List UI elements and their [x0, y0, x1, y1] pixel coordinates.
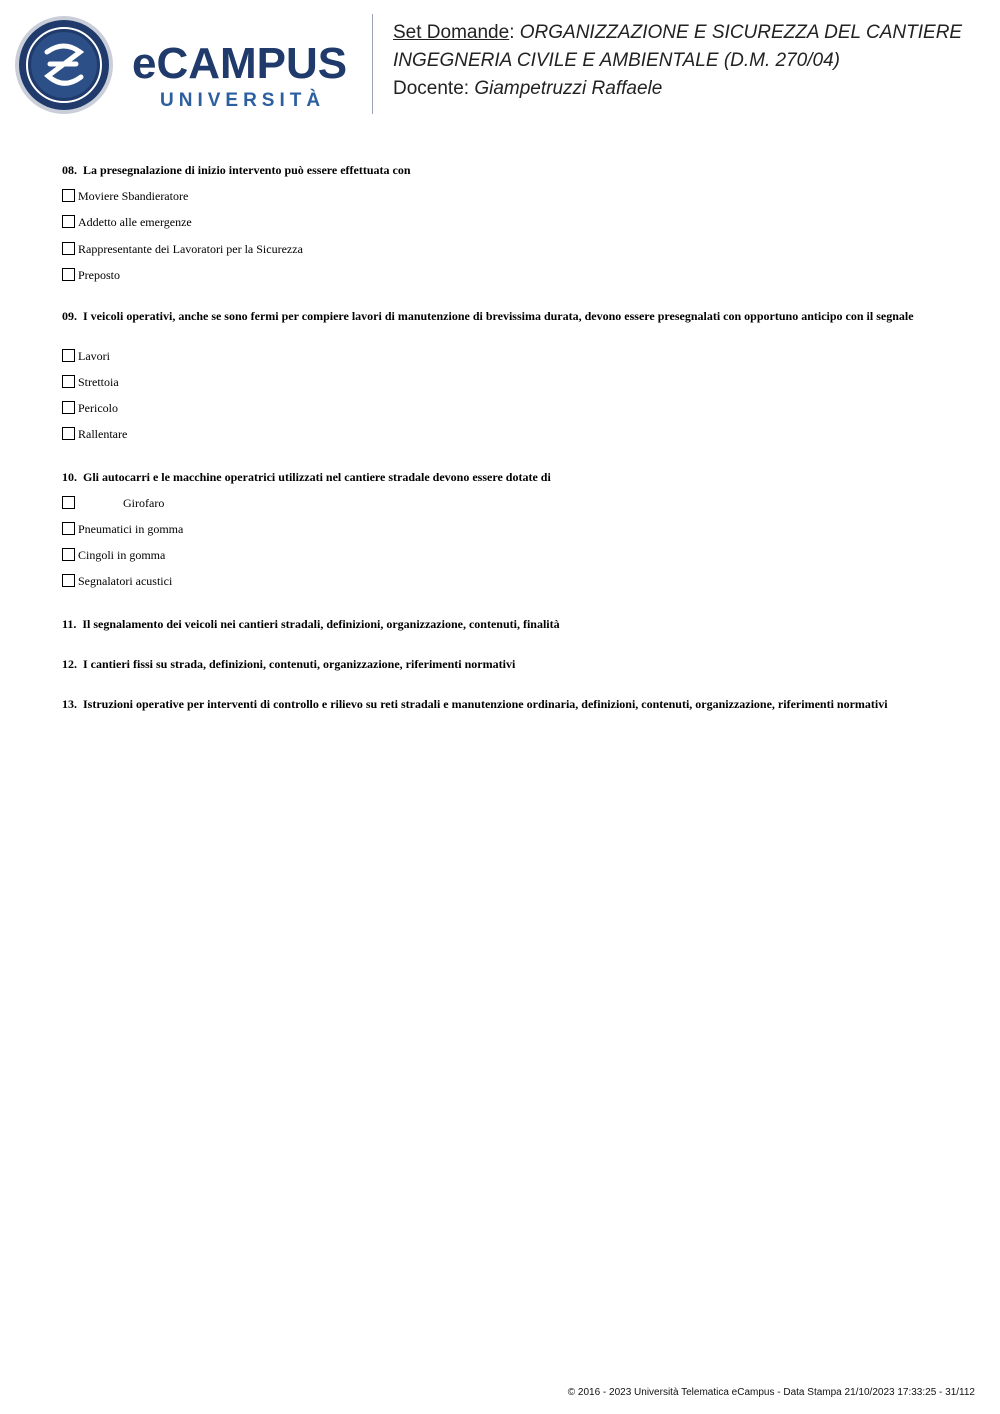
answer-option[interactable]: [62, 574, 172, 588]
teacher-line: [393, 78, 662, 100]
question-text: I veicoli operativi, anche se sono fermi per compiere lavori di manutenzione di brevissima durata, devono essere presegnalati con opportuno anticipo con il segnale: [83, 309, 914, 323]
ecampus-logo: [14, 14, 359, 116]
option-label: Cingoli in gomma: [78, 548, 166, 562]
question-number: 13.: [62, 697, 77, 711]
answer-option[interactable]: [62, 401, 118, 415]
question-text: La presegnalazione di inizio intervento può essere effettuata con: [83, 163, 411, 177]
answer-option[interactable]: [62, 189, 188, 203]
option-label: Strettoia: [78, 375, 119, 389]
checkbox[interactable]: [62, 189, 75, 202]
checkbox[interactable]: [62, 548, 75, 561]
checkbox[interactable]: [62, 401, 75, 414]
checkbox[interactable]: [62, 242, 75, 255]
answer-option[interactable]: [62, 496, 164, 510]
header-divider: [372, 14, 373, 114]
course-title: ORGANIZZAZIONE E SICUREZZA DEL CANTIERE: [519, 22, 963, 43]
question-10: [62, 470, 942, 484]
option-label: Girofaro: [123, 496, 165, 510]
question-text: Gli autocarri e le macchine operatrici utilizzati nel cantiere stradale devono essere dotate di: [83, 470, 551, 484]
answer-option[interactable]: [62, 375, 119, 389]
checkbox[interactable]: [62, 268, 75, 281]
question-number: 08.: [62, 163, 77, 177]
question-text: Il segnalamento dei veicoli nei cantieri stradali, definizioni, organizzazione, contenuti, finalità: [82, 617, 560, 631]
question-08: [62, 163, 942, 177]
question-number: 12.: [62, 657, 77, 671]
page-footer: © 2016 - 2023 Università Telematica eCampus - Data Stampa 21/10/2023 17:33:25 - 31/112: [567, 1387, 975, 1398]
answer-option[interactable]: [62, 548, 165, 562]
page-header: [0, 0, 1000, 130]
checkbox[interactable]: [62, 375, 75, 388]
question-number: 09.: [62, 309, 77, 323]
option-label: Pneumatici in gomma: [78, 522, 184, 536]
option-label: Rallentare: [78, 427, 128, 441]
option-label: Addetto alle emergenze: [78, 215, 192, 229]
checkbox[interactable]: [62, 574, 75, 587]
question-text: I cantieri fissi su strada, definizioni, contenuti, organizzazione, riferimenti normativi: [83, 657, 516, 671]
answer-option[interactable]: [62, 522, 183, 536]
logo-subtitle: UNIVERSITÀ: [160, 90, 326, 111]
question-13: [62, 697, 942, 711]
answer-option[interactable]: [62, 215, 192, 229]
question-12: [62, 657, 942, 671]
option-label: Preposto: [78, 268, 120, 282]
teacher-label: Docente:: [393, 78, 475, 99]
question-number: 11.: [62, 617, 77, 631]
option-label: Moviere Sbandieratore: [78, 189, 189, 203]
question-text: Istruzioni operative per interventi di controllo e rilievo su reti stradali e manutenzione ordinaria, definizioni, contenuti, organizzazione, riferimenti normativi: [83, 697, 888, 711]
header-title-line: [393, 22, 962, 44]
answer-option[interactable]: [62, 427, 127, 441]
answer-option[interactable]: [62, 242, 303, 256]
option-label: Rappresentante dei Lavoratori per la Sicurezza: [78, 242, 303, 256]
option-label: Segnalatori acustici: [78, 574, 173, 588]
logo-wordmark: eCAMPUS: [132, 39, 348, 88]
question-number: 10.: [62, 470, 77, 484]
teacher-name: Giampetruzzi Raffaele: [474, 78, 663, 99]
question-09: [62, 309, 942, 323]
answer-option[interactable]: [62, 268, 120, 282]
set-separator: :: [509, 22, 520, 43]
set-label: Set Domande: [393, 22, 510, 43]
checkbox[interactable]: [62, 522, 75, 535]
checkbox[interactable]: [62, 496, 75, 509]
option-label: Lavori: [78, 349, 110, 363]
checkbox[interactable]: [62, 427, 75, 440]
option-label: Pericolo: [78, 401, 118, 415]
checkbox[interactable]: [62, 215, 75, 228]
answer-option[interactable]: [62, 349, 110, 363]
course-program: INGEGNERIA CIVILE E AMBIENTALE (D.M. 270/04): [393, 50, 840, 71]
checkbox[interactable]: [62, 349, 75, 362]
question-11: [62, 617, 942, 631]
